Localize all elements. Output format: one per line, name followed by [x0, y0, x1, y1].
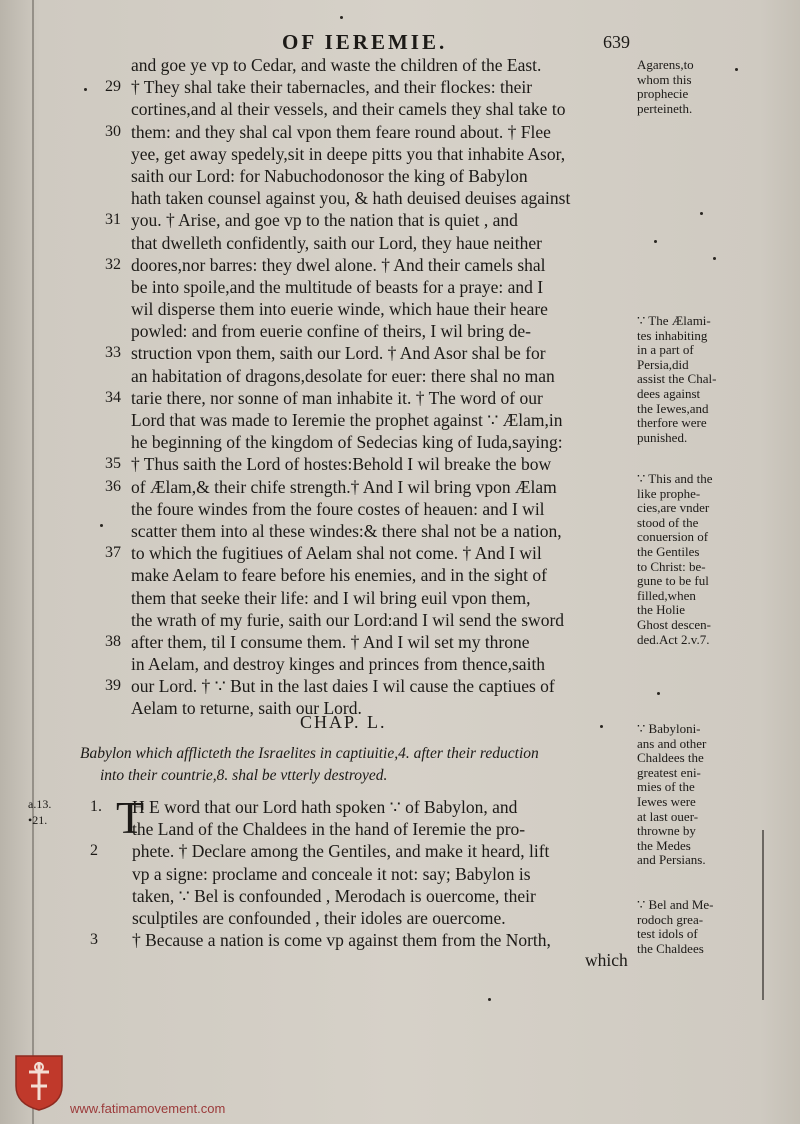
line-text: them that seeke their life: and I wil bring euil vpon them, — [131, 587, 531, 608]
line-text: hath taken counsel against you, & hath deuised deuises against — [131, 188, 571, 209]
paper-speck — [657, 692, 660, 695]
verse-number: 33 — [105, 344, 121, 362]
line-text: tarie there, nor sonne of man inhabite it. † The word of our — [131, 387, 543, 408]
margin-note-line: ded.Act 2.v.7. — [637, 631, 710, 647]
drop-cap: T — [116, 792, 145, 843]
line-text: scatter them into al these windes:& there shal not be a nation, — [131, 520, 562, 541]
paper-speck — [340, 16, 343, 19]
text-line — [90, 863, 630, 885]
margin-note-line: filled,when — [637, 587, 696, 603]
catchword: which — [585, 950, 628, 970]
text-line — [90, 929, 630, 951]
reference-line: •21. — [28, 813, 48, 827]
line-text: † Thus saith the Lord of hostes:Behold I wil breake the bow — [131, 454, 552, 475]
line-text: our Lord. † ∵ But in the last daies I wil cause the captiues of — [131, 676, 555, 697]
text-line — [90, 818, 630, 840]
text-line — [107, 431, 637, 453]
line-text: doores,nor barres: they dwel alone. † And their camels shal — [131, 254, 546, 275]
margin-note-line: tes inhabiting — [637, 327, 708, 343]
margin-note-this-and-like — [637, 472, 757, 647]
margin-note-line: rodoch grea- — [637, 911, 704, 927]
text-line — [107, 187, 637, 209]
verse-number: 35 — [105, 455, 121, 473]
text-line — [90, 885, 630, 907]
margin-note-line: Agarens,to — [637, 57, 694, 72]
line-text: and goe ye vp to Cedar, and waste the children of the East. — [131, 55, 542, 75]
margin-note-line: gune to be ful — [637, 573, 709, 589]
text-line — [107, 209, 637, 231]
text-line — [107, 320, 637, 342]
text-line — [107, 98, 637, 120]
summary-line: Babylon which afflicteth the Israelites in captiuitie,4. after their reduction — [80, 745, 539, 762]
line-text: the wrath of my furie, saith our Lord:and I wil send the sword — [131, 609, 565, 630]
margin-note-line: the Chaldees — [637, 940, 704, 956]
footer-url[interactable]: www.fatimamovement.com — [70, 1101, 226, 1116]
text-line — [107, 165, 637, 187]
text-line — [107, 298, 637, 320]
text-line — [107, 121, 637, 143]
margin-note-line: prophecie — [637, 86, 689, 102]
margin-note-line: at last ouer- — [637, 808, 699, 824]
margin-note-aelamites — [637, 314, 757, 445]
margin-note-line: Ghost descen- — [637, 616, 712, 632]
text-line — [107, 232, 637, 254]
paper-speck — [100, 524, 103, 527]
line-text: that dwelleth confidently, saith our Lord, they haue neither — [131, 232, 542, 253]
text-line — [107, 254, 637, 276]
line-text: in Aelam, and destroy kinges and princes from thence,saith — [131, 654, 546, 675]
verse-number: 2 — [90, 842, 98, 860]
margin-note-line: ∵ The Ælami- — [637, 313, 711, 328]
text-line — [107, 76, 637, 98]
margin-note-line: mies of the — [637, 779, 695, 795]
line-text: be into spoile,and the multitude of beasts for a praye: and I — [131, 276, 544, 297]
text-line — [107, 342, 637, 364]
margin-note-line: Chaldees the — [637, 750, 704, 766]
margin-note-line: cies,are vnder — [637, 500, 710, 516]
line-text: to which the fugitiues of Aelam shal not come. † And I wil — [131, 543, 542, 564]
verse-number: 3 — [90, 931, 98, 949]
verse-number: 39 — [105, 677, 121, 695]
line-text: vp a signe: proclame and conceale it not: say; Babylon is — [132, 863, 531, 884]
line-text: struction vpon them, saith our Lord. † And Asor shal be for — [131, 343, 546, 364]
margin-note-line: the Gentiles — [637, 543, 700, 559]
paper-speck — [488, 998, 491, 1001]
paper-speck — [735, 68, 738, 71]
text-line — [107, 631, 637, 653]
line-text: taken, ∵ Bel is confounded , Merodach is ouercome, their — [132, 885, 536, 906]
line-text: the foure windes from the foure costes of heauen: and I wil — [131, 498, 545, 519]
margin-note-line: test idols of — [637, 926, 698, 942]
margin-note-line: conuersion of — [637, 529, 709, 545]
line-text: an habitation of dragons,desolate for euer: there shal no man — [131, 365, 555, 386]
text-line — [107, 143, 637, 165]
summary-line: into their countrie,8. shal be vtterly destroyed. — [100, 767, 388, 784]
margin-note-agarens — [637, 58, 757, 116]
margin-note-line: therfore were — [637, 415, 707, 431]
line-text: Aelam to returne, saith our Lord. — [131, 698, 362, 719]
line-text: the Land of the Chaldees in the hand of Ieremie the pro- — [132, 819, 526, 840]
gutter-shadow — [32, 0, 34, 1124]
page-number: 639 — [603, 32, 630, 52]
text-line — [107, 542, 637, 564]
margin-note-line: Iewes were — [637, 793, 696, 809]
line-text: of Ælam,& their chife strength.† And I wil bring vpon Ælam — [131, 476, 557, 497]
margin-note-line: the Holie — [637, 602, 686, 618]
fatima-seal-icon — [12, 1052, 66, 1112]
chapter-heading: CHAP. L. — [300, 712, 387, 732]
margin-note-babylonians — [637, 722, 757, 868]
verse-number: 36 — [105, 477, 121, 495]
line-text: make Aelam to feare before his enemies, and in the sight of — [131, 565, 547, 586]
line-text: † They shal take their tabernacles, and their flockes: their — [131, 77, 533, 98]
text-line — [107, 387, 637, 409]
line-text: phete. † Declare among the Gentiles, and make it heard, lift — [132, 841, 550, 862]
margin-note-line: the Iewes,and — [637, 400, 709, 416]
line-text: you. † Arise, and goe vp to the nation that is quiet , and — [131, 210, 518, 231]
line-text: powled: and from euerie confine of theirs, I wil bring de- — [131, 321, 531, 342]
chapter-text-column — [90, 792, 630, 951]
margin-note-line: ∵ Bel and Me- — [637, 897, 714, 912]
text-line — [107, 498, 637, 520]
text-line — [90, 907, 630, 929]
text-line — [107, 409, 637, 431]
text-line — [90, 840, 630, 862]
margin-note-line: the Medes — [637, 837, 691, 853]
margin-note-line: punished. — [637, 429, 688, 445]
running-head: OF IEREMIE. — [282, 30, 448, 54]
text-line — [107, 564, 637, 586]
margin-note-line: stood of the — [637, 514, 699, 530]
text-line — [107, 675, 637, 697]
margin-note-line: ans and other — [637, 735, 707, 751]
margin-note-bel — [637, 898, 757, 956]
verse-number: 34 — [105, 388, 121, 406]
verse-number: 31 — [105, 211, 121, 229]
margin-note-line: and Persians. — [637, 852, 706, 868]
line-text: † Because a nation is come vp against them from the North, — [132, 930, 551, 951]
margin-note-line: in a part of — [637, 342, 694, 358]
margin-note-line: to Christ: be- — [637, 558, 706, 574]
paper-speck — [654, 240, 657, 243]
margin-note-line: dees against — [637, 385, 701, 401]
margin-note-line: greatest eni- — [637, 764, 701, 780]
line-text: after them, til I consume them. † And I wil set my throne — [131, 631, 530, 652]
margin-note-line: assist the Chal- — [637, 371, 717, 387]
paper-speck — [700, 212, 703, 215]
margin-note-line: like prophe- — [637, 485, 701, 501]
line-text: sculptiles are confounded , their idoles are ouercome. — [132, 907, 506, 928]
text-line — [107, 520, 637, 542]
margin-note-line: Persia,did — [637, 356, 689, 372]
page-edge-rule — [762, 830, 764, 1000]
text-line — [90, 796, 630, 818]
line-text: H E word that our Lord hath spoken ∵ of Babylon, and — [132, 797, 518, 817]
text-line — [107, 476, 637, 498]
text-line — [107, 365, 637, 387]
line-text: saith our Lord: for Nabuchodonosor the king of Babylon — [131, 165, 528, 186]
text-line — [107, 609, 637, 631]
left-margin-reference — [28, 796, 51, 828]
text-line — [107, 276, 637, 298]
verse-number: 37 — [105, 544, 121, 562]
verse-number: 38 — [105, 632, 121, 650]
verse-number: 30 — [105, 122, 121, 140]
verse-number: 1. — [90, 798, 102, 815]
margin-note-line: ∵ Babyloni- — [637, 721, 701, 736]
verse-number: 32 — [105, 255, 121, 273]
main-text-column — [107, 54, 637, 720]
verse-number: 29 — [105, 78, 121, 96]
chapter-summary — [80, 743, 620, 787]
text-line — [107, 653, 637, 675]
line-text: wil disperse them into euerie winde, which haue their heare — [131, 299, 548, 320]
line-text: Lord that was made to Ieremie the prophet against ∵ Ælam,in — [131, 410, 563, 430]
line-text: them: and they shal cal vpon them feare round about. † Flee — [131, 121, 551, 142]
paper-speck — [713, 257, 716, 260]
text-line — [107, 587, 637, 609]
line-text: cortines,and al their vessels, and their camels they shal take to — [131, 99, 566, 120]
paper-speck — [84, 88, 87, 91]
margin-note-line: throwne by — [637, 823, 696, 839]
margin-note-line: perteineth. — [637, 100, 693, 116]
line-text: he beginning of the kingdom of Sedecias king of Iuda,saying: — [131, 432, 563, 453]
text-line — [107, 453, 637, 475]
margin-note-line: whom this — [637, 71, 692, 87]
text-line — [107, 54, 637, 76]
line-text: yee, get away spedely,sit in deepe pitts you that inhabite Asor, — [131, 143, 566, 164]
reference-line: a.13. — [28, 797, 52, 811]
paper-speck — [600, 725, 603, 728]
margin-note-line: ∵ This and the — [637, 471, 713, 486]
